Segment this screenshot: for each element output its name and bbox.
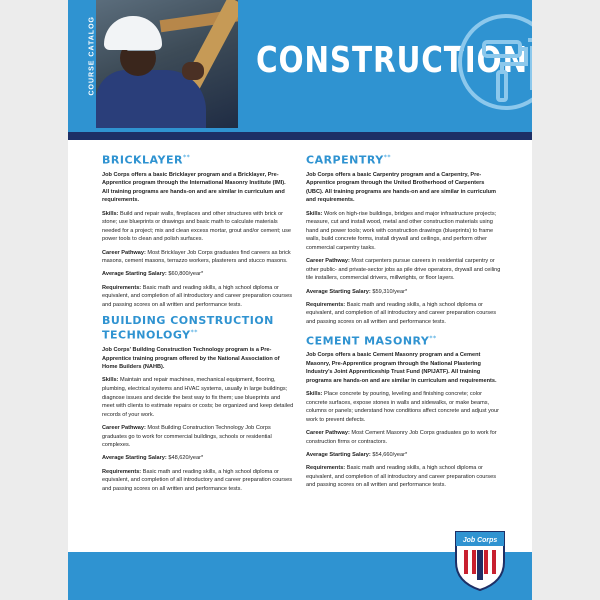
requirements-text: Requirements: Basic math and reading skills, a high school diploma or equivalent, and completion of all introductory and career preparation courses and passing scores on all written and performance tests. xyxy=(102,284,292,308)
section-cement-masonry xyxy=(306,333,502,490)
left-column xyxy=(102,152,294,499)
course-catalog-label: COURSE CATALOG xyxy=(88,16,96,96)
section-title: BRICKLAYER** xyxy=(102,153,191,167)
section-lead: Job Corps' Building Construction Technology program is a Pre-Apprentice training program offered by the National Association of Home Builders (NAHB). xyxy=(102,347,280,371)
right-column xyxy=(306,152,502,496)
page-title: CONSTRUCTION xyxy=(256,40,528,81)
section-building-construction xyxy=(102,315,294,493)
header-divider xyxy=(68,132,532,140)
skills-text: Skills: Place concrete by pouring, leveling and finishing concrete; color concrete surfaces, expose stones in walls and sidewalks, or make beams, columns or panels; understand how conditions affect concrete and adjust your work to prevent defects. xyxy=(306,391,499,423)
requirements-text: Requirements: Basic math and reading skills, a high school diploma or equivalent, and completion of all introductory and career preparation courses and passing scores on all written and performance tests. xyxy=(102,468,292,492)
requirements-text: Requirements: Basic math and reading skills, a high school diploma or equivalent, and completion of all introductory and career preparation courses and passing scores on all written and performance tests. xyxy=(306,301,496,325)
section-lead: Job Corps offers a basic Cement Masonry program and a Cement Masonry, Pre-Apprentice program through the National Plastering Industry's Joint Apprenticeship Trust Fund (NPIJATF). All training programs are hands-on and are similar in curriculum and requirements. xyxy=(306,352,497,384)
career-pathway-text: Career Pathway: Most Building Construction Technology Job Corps graduates go to work for commercial buildings, schools or residential complexes. xyxy=(102,424,272,449)
career-pathway-text: Career Pathway: Most carpenters pursue careers in residential carpentry or other public- and private-sector jobs as pile drive operators, drywall and ceiling tile installers, commercial drivers, millwrights, or floor layers. xyxy=(306,258,501,282)
salary-text: Average Starting Salary: $54,660/year* xyxy=(306,451,408,458)
skills-text: Skills: Maintain and repair machines, mechanical equipment, flooring, plumbing, electrical systems and HVAC systems, usually in large buildings; diagnose issues and decide the best way to fix them; use blueprints and meet with clients to estimate repairs or costs; be organized and keep detailed records of your work. xyxy=(102,377,294,418)
salary-text: Average Starting Salary: $60,800/year* xyxy=(102,271,204,278)
header-banner xyxy=(68,0,532,132)
section-title: CEMENT MASONRY** xyxy=(306,334,437,348)
salary-text: Average Starting Salary: $48,620/year* xyxy=(102,455,204,462)
job-corps-shield-icon xyxy=(452,528,508,592)
section-carpentry xyxy=(306,152,502,327)
salary-text: Average Starting Salary: $59,310/year* xyxy=(306,288,408,295)
skills-text: Skills: Build and repair walls, fireplaces and other structures with brick or stone; use blueprints or drawings and basic math to calculate materials needed for a project; mix and clean excess mortar, grout and/or cement; use power tools to clean and polish surfaces. xyxy=(102,210,292,243)
section-lead: Job Corps offers a basic Bricklayer program and a Bricklayer, Pre-Apprentice program through the International Masonry Institute (IMI). All training programs are hands-on and are similar in curriculum and requirements. xyxy=(102,171,286,204)
section-lead: Job Corps offers a basic Carpentry program and a Carpentry, Pre-Apprentice program through the United Brotherhood of Carpenters (UBC). All training programs are hands-on and are similar in curriculum and requirements. xyxy=(306,171,497,204)
career-pathway-text: Career Pathway: Most Cement Masonry Job Corps graduates go to work for construction firms or contractors. xyxy=(306,430,497,445)
section-title: CARPENTRY** xyxy=(306,153,391,167)
skills-text: Skills: Work on high-rise buildings, bridges and major infrastructure projects; measure, cut and install wood, metal and other construction materials using hand and power tools; work with construction drawings (blueprints) to frame walls, build concrete forms, install drywall and ceilings, and perform other commercial carpentry tasks. xyxy=(306,210,497,251)
section-bricklayer xyxy=(102,152,294,309)
section-title: BUILDING CONSTRUCTION TECHNOLOGY** xyxy=(102,314,274,342)
catalog-page xyxy=(68,0,532,600)
badge-text: Job Corps xyxy=(462,537,498,544)
worker-photo xyxy=(96,0,238,128)
requirements-text: Requirements: Basic math and reading skills, a high school diploma or equivalent, and completion of all introductory and career preparation courses and passing scores on all written and performance tests. xyxy=(306,465,496,489)
paint-roller-hammer-icon xyxy=(456,12,532,112)
career-pathway-text: Career Pathway: Most Bricklayer Job Corps graduates find careers as brick masons, cement masons, terrazzo workers, plasterers and stucco masons. xyxy=(102,249,291,265)
